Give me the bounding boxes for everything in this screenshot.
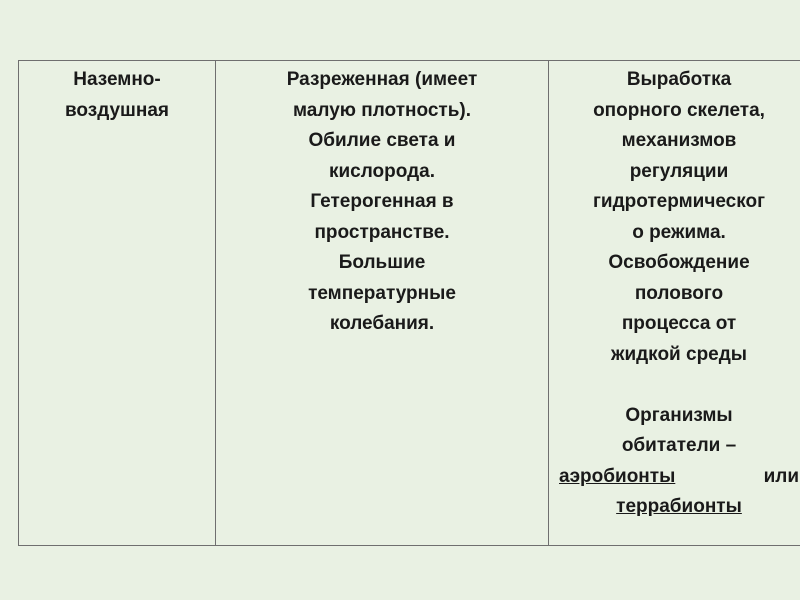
adaptations-line: механизмов — [621, 130, 737, 151]
adaptations-line: полового — [634, 282, 724, 304]
adaptations-line: о режима. — [632, 221, 726, 243]
paragraph-gap — [553, 370, 800, 401]
conditions-line: колебания. — [329, 313, 435, 334]
organisms-terms-line — [553, 462, 800, 493]
conditions-line: температурные — [308, 282, 456, 304]
conditions-line: малую плотность). — [293, 99, 471, 121]
conditions-line: пространстве. — [314, 221, 450, 243]
adaptations-line: процесса от — [621, 313, 737, 334]
adaptations-line: регуляции — [629, 160, 729, 182]
conditions-line: Гетерогенная в — [310, 191, 454, 212]
adaptations-line: жидкой среды — [610, 343, 748, 365]
or-connector: или — [763, 465, 799, 487]
habitat-line: воздушная — [64, 99, 170, 121]
adaptations-line: опорного скелета, — [593, 99, 765, 121]
adaptations-line: гидротермическог — [592, 191, 766, 212]
habitat-line: Наземно- — [73, 69, 161, 90]
adaptations-cell — [549, 61, 800, 546]
aerobionts-term: аэробионты — [559, 465, 676, 487]
habitat-table — [18, 60, 800, 546]
conditions-line: Большие — [338, 252, 426, 273]
table-row — [19, 61, 800, 546]
conditions-line: Обилие света и — [308, 130, 456, 151]
organisms-line: обитатели – — [621, 435, 737, 456]
adaptations-line: Освобождение — [608, 252, 750, 273]
organisms-line: Организмы — [625, 404, 733, 426]
habitat-cell — [19, 61, 216, 546]
conditions-line: Разреженная (имеет — [286, 69, 478, 90]
conditions-line: кислорода. — [328, 160, 436, 182]
terrabionts-term: террабионты — [616, 496, 742, 517]
conditions-cell — [216, 61, 549, 546]
adaptations-line: Выработка — [626, 69, 732, 90]
